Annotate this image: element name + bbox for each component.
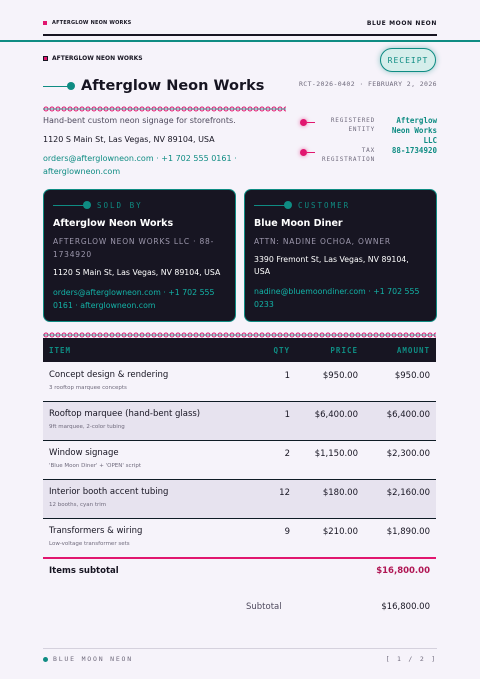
seller-street: 1120 S Main St, Las Vegas, NV 89104, USA: [53, 268, 221, 277]
footer-rule: [43, 648, 437, 649]
row-price: $1,150.00: [314, 449, 358, 459]
row-amount: $2,300.00: [386, 449, 430, 459]
page-indicator: [ 1 / 2 ]: [385, 655, 437, 663]
top-client-label: BLUE MOON NEON: [366, 19, 437, 27]
registered-label: REGISTERED ENTITY: [330, 117, 375, 133]
row-price: $950.00: [322, 371, 358, 381]
brand-square-icon: [43, 56, 48, 61]
row-item: Concept design & rendering: [49, 370, 169, 380]
row-qty: 2: [284, 449, 290, 459]
tagline: Hand-bent custom neon signage for storefronts.: [43, 116, 236, 125]
row-desc: Low-voltage transformer sets: [49, 541, 130, 547]
row-item: Transformers & wiring: [49, 526, 143, 536]
col-qty: QTY: [273, 345, 290, 355]
row-price: $6,400.00: [314, 410, 358, 420]
table-row: [43, 363, 436, 402]
tax-registration: [300, 146, 437, 164]
header-brand-label: AFTERGLOW NEON WORKS: [52, 55, 143, 62]
customer-name: Blue Moon Diner: [254, 218, 343, 229]
tax-label: TAX REGISTRATION: [322, 147, 375, 163]
row-desc: 'Blue Moon Diner' + 'OPEN' script: [49, 463, 141, 469]
neon-tube-icon: [43, 82, 75, 90]
pin-icon: [300, 119, 307, 126]
table-row: [43, 441, 436, 480]
col-price: PRICE: [330, 345, 358, 355]
brand-square-icon: [43, 21, 47, 25]
sold-by-caption: [53, 190, 226, 220]
row-price: $180.00: [322, 488, 358, 498]
table-row: [43, 480, 436, 519]
top-strip: [43, 12, 437, 34]
top-rule: [43, 34, 437, 36]
registered-value: Afterglow Neon Works LLC: [391, 116, 437, 145]
sold-by-caption-label: SOLD BY: [97, 200, 143, 210]
customer-links[interactable]: nadine@bluemoondiner.com · +1 702 555 0233: [254, 287, 420, 309]
teal-rule: [0, 40, 480, 42]
row-item: Rooftop marquee (hand-bent glass): [49, 409, 201, 419]
customer-caption: [254, 190, 427, 220]
receipt-badge: RECEIPT: [380, 48, 436, 72]
footer: [43, 655, 437, 663]
row-desc: 9ft marquee, 2-color tubing: [49, 424, 125, 430]
subtotal-label: Subtotal: [246, 602, 282, 612]
row-amount: $1,890.00: [386, 527, 430, 537]
customer-street: 3390 Fremont St, Las Vegas, NV 89104, USA: [254, 255, 409, 276]
items-subtotal-row: [43, 566, 436, 576]
col-amount: AMOUNT: [396, 345, 430, 355]
items-subtotal-value: $16,800.00: [376, 566, 430, 576]
pin-icon: [300, 149, 307, 156]
receipt-meta: RCT-2026-0402 · FEBRUARY 2, 2026: [298, 80, 437, 88]
table-header: [43, 338, 436, 362]
row-amount: $6,400.00: [386, 410, 430, 420]
sold-by-card: [43, 189, 236, 322]
top-brand: [43, 20, 131, 26]
page-title: Afterglow Neon Works: [81, 78, 265, 94]
row-desc: 12 booths, cyan trim: [49, 502, 107, 508]
subtotal-divider: [43, 557, 436, 559]
row-amount: $950.00: [394, 371, 430, 381]
customer-card: [244, 189, 437, 322]
row-desc: 3 rooftop marquee concepts: [49, 385, 127, 391]
tax-value: 88-1734920: [391, 146, 437, 155]
neon-chain-divider: [43, 106, 286, 112]
col-item: ITEM: [49, 345, 72, 355]
header-brand: [43, 55, 143, 62]
seller-contact[interactable]: orders@afterglowneon.com · +1 702 555 0161 · afterglowneon.com: [43, 154, 237, 176]
subtotal-row: [246, 602, 436, 612]
customer-caption-label: CUSTOMER: [298, 200, 351, 210]
row-qty: 12: [279, 488, 290, 498]
footer-dot-icon: [43, 657, 48, 662]
row-qty: 1: [284, 371, 290, 381]
table-row: [43, 402, 436, 441]
seller-address: 1120 S Main St, Las Vegas, NV 89104, USA: [43, 135, 215, 144]
customer-attn: ATTN: NADINE OCHOA, OWNER: [254, 237, 391, 246]
row-item: Window signage: [49, 448, 119, 458]
table-row: [43, 519, 436, 558]
neon-tube-icon: [53, 201, 91, 209]
seller-name: Afterglow Neon Works: [53, 218, 174, 229]
row-qty: 1: [284, 410, 290, 420]
row-item: Interior booth accent tubing: [49, 487, 169, 497]
footer-brand: BLUE MOON NEON: [53, 655, 133, 663]
row-amount: $2,160.00: [386, 488, 430, 498]
neon-tube-icon: [254, 201, 292, 209]
top-brand-label: AFTERGLOW NEON WORKS: [52, 20, 132, 26]
row-price: $210.00: [322, 527, 358, 537]
registered-entity: [300, 116, 437, 146]
items-subtotal-label: Items subtotal: [49, 566, 119, 576]
seller-links[interactable]: orders@afterglowneon.com · +1 702 555 0161 · afterglowneon.com: [53, 288, 215, 310]
seller-legal: AFTERGLOW NEON WORKS LLC · 88-1734920: [53, 237, 215, 259]
subtotal-value: $16,800.00: [381, 602, 430, 612]
title-row: [43, 78, 264, 94]
row-qty: 9: [284, 527, 290, 537]
